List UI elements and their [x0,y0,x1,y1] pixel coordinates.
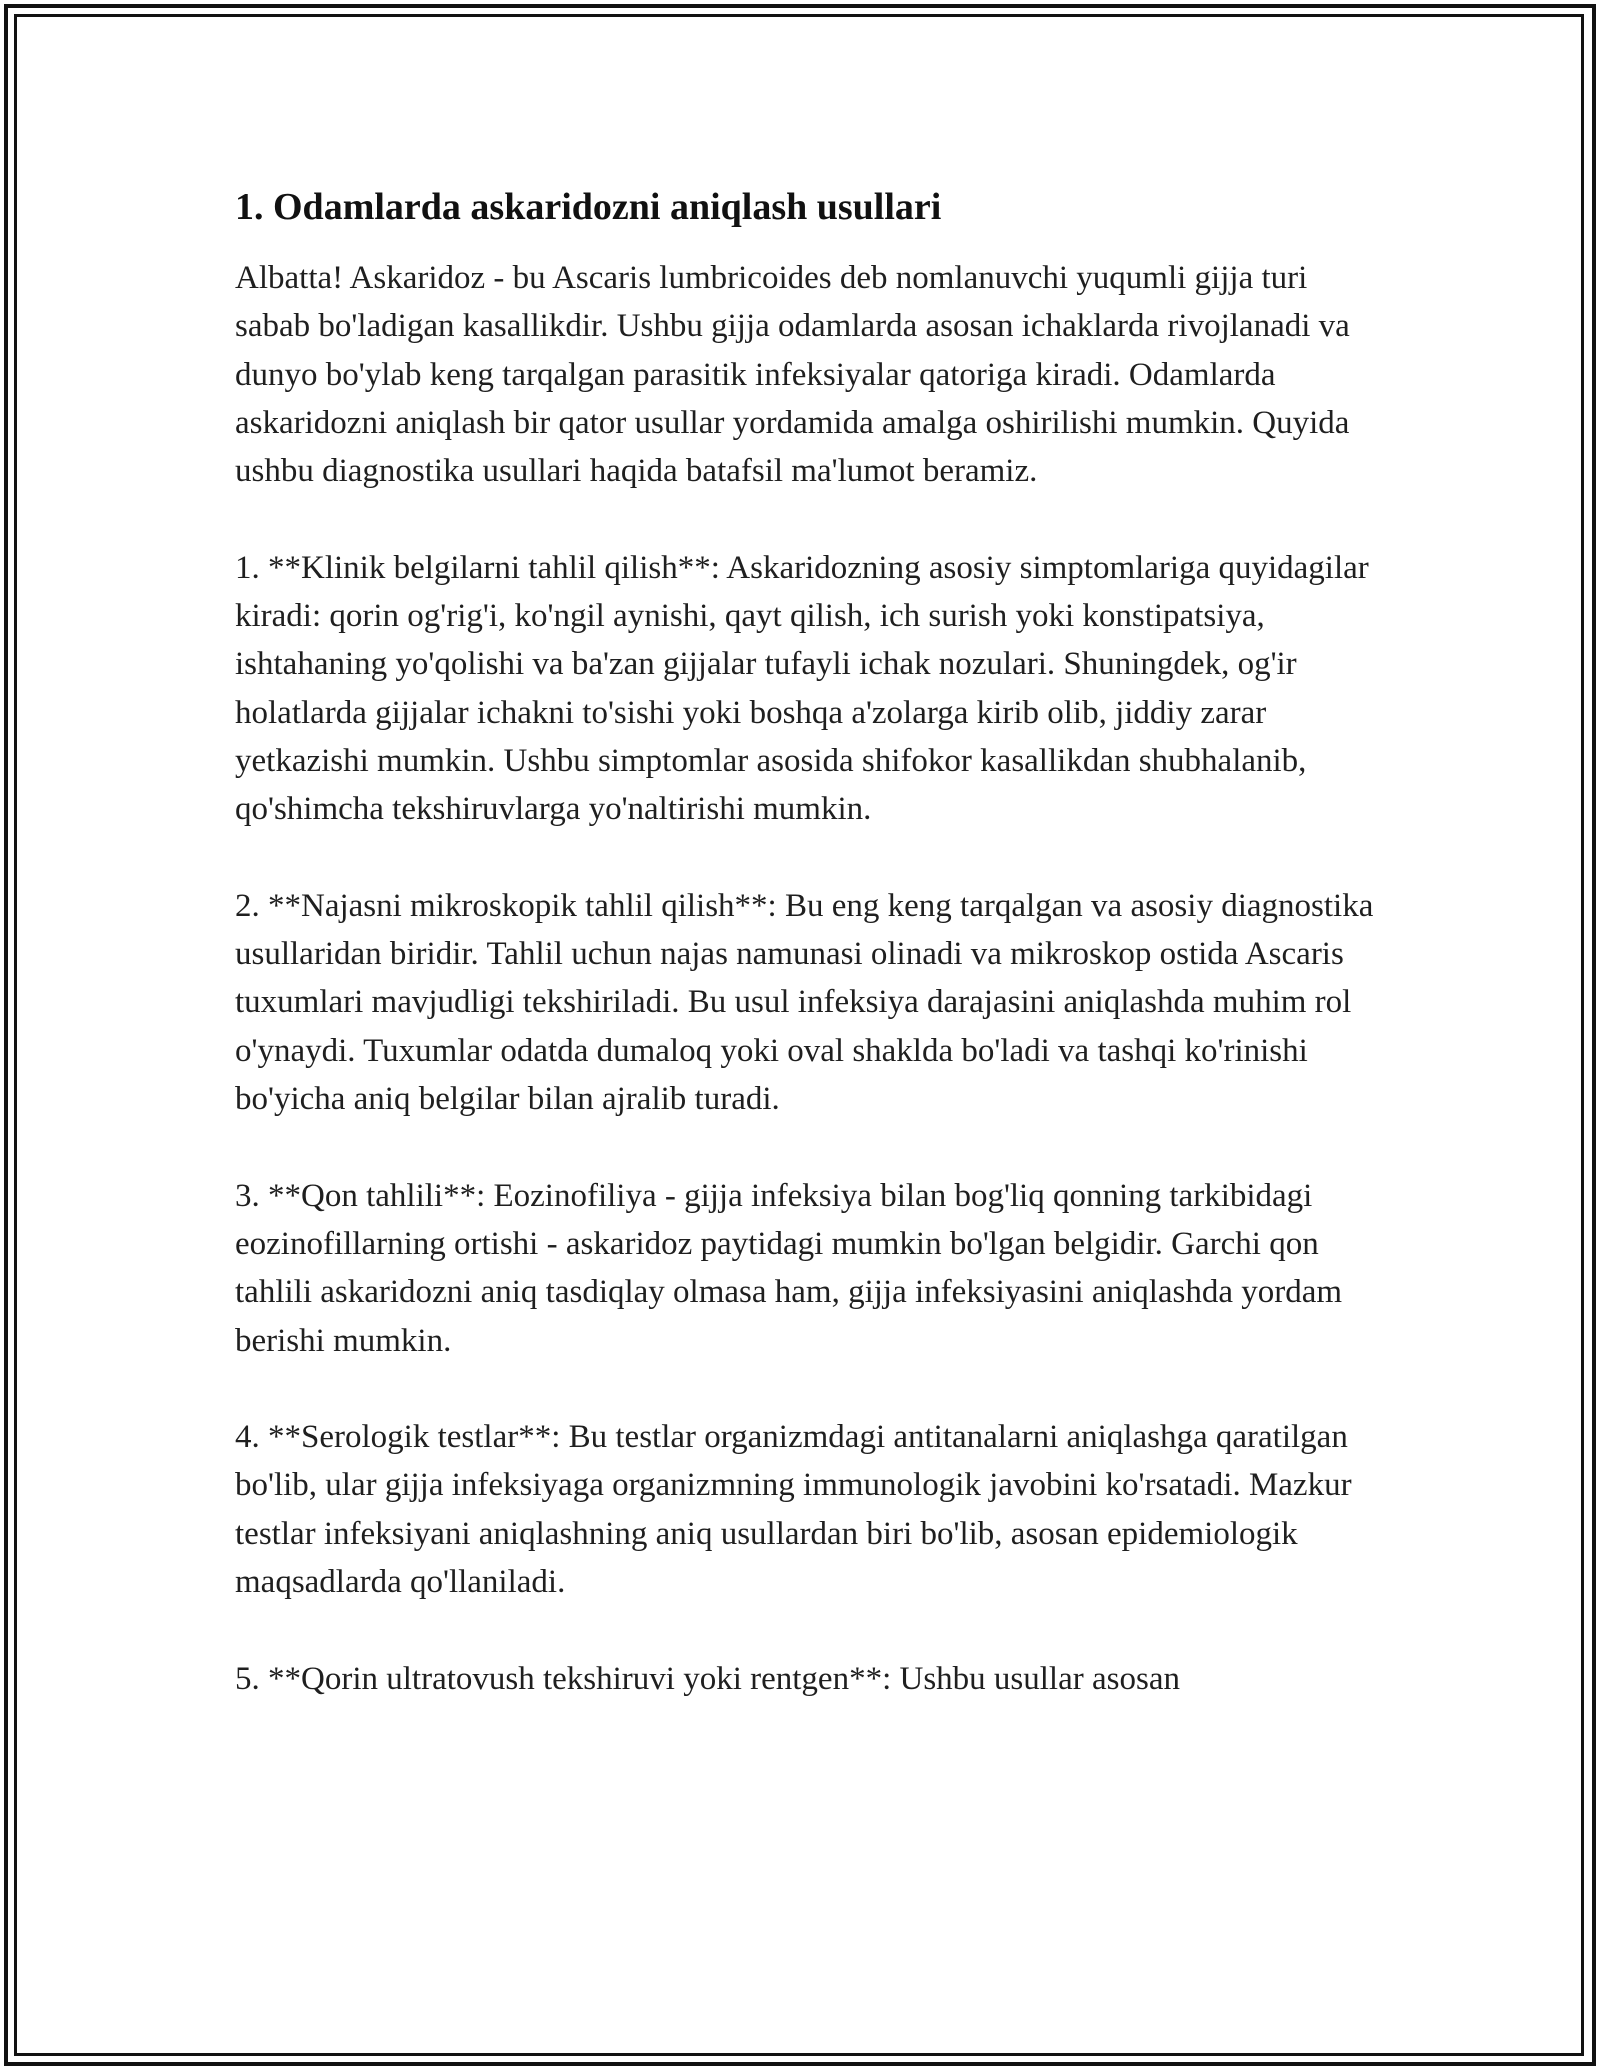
paragraph-stool-microscopy: 2. **Najasni mikroskopik tahlil qilish**: Bu eng keng tarqalgan va asosiy diagnostika usullaridan biridir. Tahlil uchun najas namunasi olinadi va mikroskop ostida Ascaris tuxumlari mavjudligi tekshiriladi. Bu usul infeksiya darajasini aniqlashda muhim rol o'ynaydi. Tuxumlar odatda dumaloq yoki oval shaklda bo'ladi va tashqi ko'rinishi bo'yicha aniq belgilar bilan ajralib turadi. [235,887,1374,1118]
paragraph-ultrasound: 5. **Qorin ultratovush tekshiruvi yoki rentgen**: Ushbu usullar asosan [235,1660,1180,1697]
intro-paragraph: Albatta! Askaridoz - bu Ascaris lumbricoides deb nomlanuvchi yuqumli gijja turi sabab bo'ladigan kasallikdir. Ushbu gijja odamlarda asosan ichaklarda rivojlanadi va dunyo bo'ylab keng tarqalgan parasitik infeksiyalar qatoriga kiradi. Odamlarda askaridozni aniqlash bir qator usullar yordamida amalga oshirilishi mumkin. Quyida ushbu diagnostika usullari haqida batafsil ma'lumot beramiz. [235,260,1350,490]
paragraph-gap [235,495,1385,543]
document-title: 1. Odamlarda askaridozni aniqlash usullari [235,186,942,228]
paragraph-clinical-signs: 1. **Klinik belgilarni tahlil qilish**: Askaridozning asosiy simptomlariga quyidagilar kiradi: qorin og'rig'i, ko'ngil aynishi, qayt qilish, ich surish yoki konstipatsiya, ishtahaning yo'qolishi va ba'zan gijjalar tufayli ichak nozulari. Shuningdek, og'ir holatlarda gijjalar ichakni to'sishi yoki boshqa a'zolarga kirib olib, jiddiy zarar yetkazishi mumkin. Ushbu simptomlar asosida shifokor kasallikdan shubhalanib, qo'shimcha tekshiruvlarga yo'naltirishi mumkin. [235,549,1369,828]
paragraph-gap [235,1365,1385,1413]
paragraph-gap [235,834,1385,882]
paragraph-blood-test: 3. **Qon tahlili**: Eozinofiliya - gijja infeksiya bilan bog'liq qonning tarkibidagi eozinofillarning ortishi - askaridoz paytidagi mumkin bo'lgan belgidir. Garchi qon tahlili askaridozni aniq tasdiqlay olmasa ham, gijja infeksiyasini aniqlashda yordam berishi mumkin. [235,1177,1343,1359]
paragraph-gap [235,1606,1385,1654]
paragraph-serology: 4. **Serologik testlar**: Bu testlar organizmdagi antitanalarni aniqlashga qaratilgan bo'lib, ular gijja infeksiyaga organizmning immunologik javobini ko'rsatadi. Mazkur testlar infeksiyani aniqlashning aniq usullardan biri bo'lib, asosan epidemiologik maqsadlarda qo'llaniladi. [235,1419,1352,1601]
document-body [235,180,1385,1703]
paragraph-gap [235,1123,1385,1171]
